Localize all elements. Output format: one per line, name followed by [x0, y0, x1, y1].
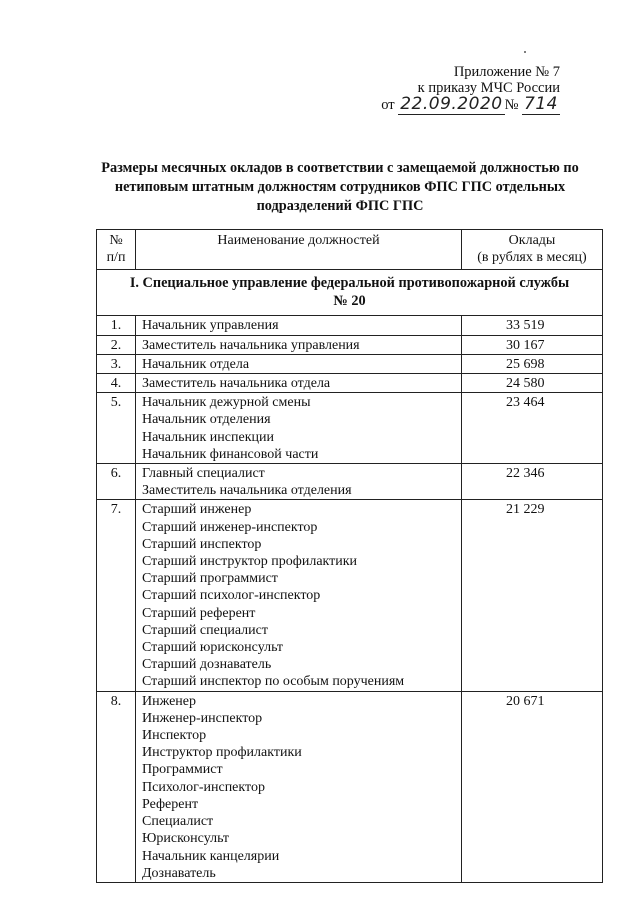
row-number: 5.	[97, 393, 136, 464]
position-name: Старший психолог-инспектор	[142, 588, 321, 604]
table-row	[97, 335, 603, 354]
row-salary: 33 519	[462, 316, 603, 335]
row-positions	[136, 374, 462, 393]
position-name: Начальник отдела	[142, 356, 250, 372]
position-name: Старший инспектор по особым поручениям	[142, 674, 405, 690]
section-row	[97, 270, 603, 316]
header-salary: Оклады (в рублях в месяц)	[462, 230, 603, 270]
scan-speck	[524, 51, 526, 53]
document-title: Размеры месячных окладов в соответствии с замещаемой должностью по нетиповым штатным должностям сотрудников ФПС ГПС отдельных подразделений ФПС ГПС	[101, 160, 579, 214]
position-name: Старший референт	[142, 605, 256, 621]
row-number: 3.	[97, 354, 136, 373]
position-name: Программист	[142, 762, 223, 778]
position-name: Референт	[142, 796, 199, 812]
row-positions	[136, 464, 462, 500]
row-positions	[136, 354, 462, 373]
row-salary: 23 464	[462, 393, 603, 464]
header-position: Наименование должностей	[136, 230, 462, 270]
table-row	[97, 393, 603, 464]
row-salary: 22 346	[462, 464, 603, 500]
table-row	[97, 374, 603, 393]
row-number: 8.	[97, 691, 136, 882]
number-label: №	[504, 97, 519, 113]
order-reference: к приказу МЧС России	[417, 80, 560, 96]
table-row	[97, 354, 603, 373]
position-name: Начальник финансовой части	[142, 446, 319, 462]
position-name: Заместитель начальника отдела	[142, 376, 331, 392]
row-positions	[136, 335, 462, 354]
row-number: 6.	[97, 464, 136, 500]
appendix-block	[381, 64, 560, 113]
position-name: Начальник дежурной смены	[142, 395, 311, 411]
position-name: Старший инженер-инспектор	[142, 519, 318, 535]
position-name: Начальник канцелярии	[142, 848, 280, 864]
position-name: Старший специалист	[142, 622, 268, 638]
table-row	[97, 316, 603, 335]
position-name: Специалист	[142, 814, 214, 830]
position-name: Старший дознаватель	[142, 657, 272, 673]
section-title: I. Специальное управление федеральной противопожарной службы	[129, 275, 570, 292]
table-row	[97, 500, 603, 691]
row-salary: 30 167	[462, 335, 603, 354]
position-name: Старший инструктор профилактики	[142, 554, 358, 570]
row-positions	[136, 393, 462, 464]
row-salary: 24 580	[462, 374, 603, 393]
row-salary: 20 671	[462, 691, 603, 882]
position-name: Психолог-инспектор	[142, 779, 265, 795]
position-name: Старший инспектор	[142, 536, 262, 552]
position-name: Инженер-инспектор	[142, 710, 263, 726]
row-positions	[136, 691, 462, 882]
position-name: Старший юрисконсульт	[142, 640, 284, 656]
appendix-number: Приложение № 7	[453, 64, 560, 80]
position-name: Дознаватель	[142, 865, 216, 881]
order-date-line	[381, 96, 560, 113]
row-salary: 21 229	[462, 500, 603, 691]
salary-table	[96, 229, 603, 883]
section-number: № 20	[333, 293, 366, 310]
position-name: Инструктор профилактики	[142, 745, 302, 761]
row-number: 2.	[97, 335, 136, 354]
position-name: Старший программист	[142, 571, 278, 587]
row-positions	[136, 316, 462, 335]
header-num: № п/п	[97, 230, 136, 270]
row-number: 4.	[97, 374, 136, 393]
row-positions	[136, 500, 462, 691]
table-row	[97, 464, 603, 500]
position-name: Инспектор	[142, 728, 207, 744]
position-name: Начальник управления	[142, 318, 279, 334]
row-number: 7.	[97, 500, 136, 691]
handwritten-number: 714	[524, 94, 558, 114]
position-name: Старший инженер	[142, 502, 252, 518]
position-name: Заместитель начальника управления	[142, 337, 360, 353]
handwritten-date: 22.09.2020	[400, 94, 503, 114]
position-name: Главный специалист	[142, 466, 265, 482]
from-label: от	[381, 97, 395, 113]
row-number: 1.	[97, 316, 136, 335]
position-name: Заместитель начальника отделения	[142, 483, 352, 499]
position-name: Начальник отделения	[142, 412, 271, 428]
table-row	[97, 691, 603, 882]
row-salary: 25 698	[462, 354, 603, 373]
table-header-row	[97, 230, 603, 270]
position-name: Начальник инспекции	[142, 429, 274, 445]
position-name: Инженер	[142, 693, 197, 709]
position-name: Юрисконсульт	[142, 831, 230, 847]
